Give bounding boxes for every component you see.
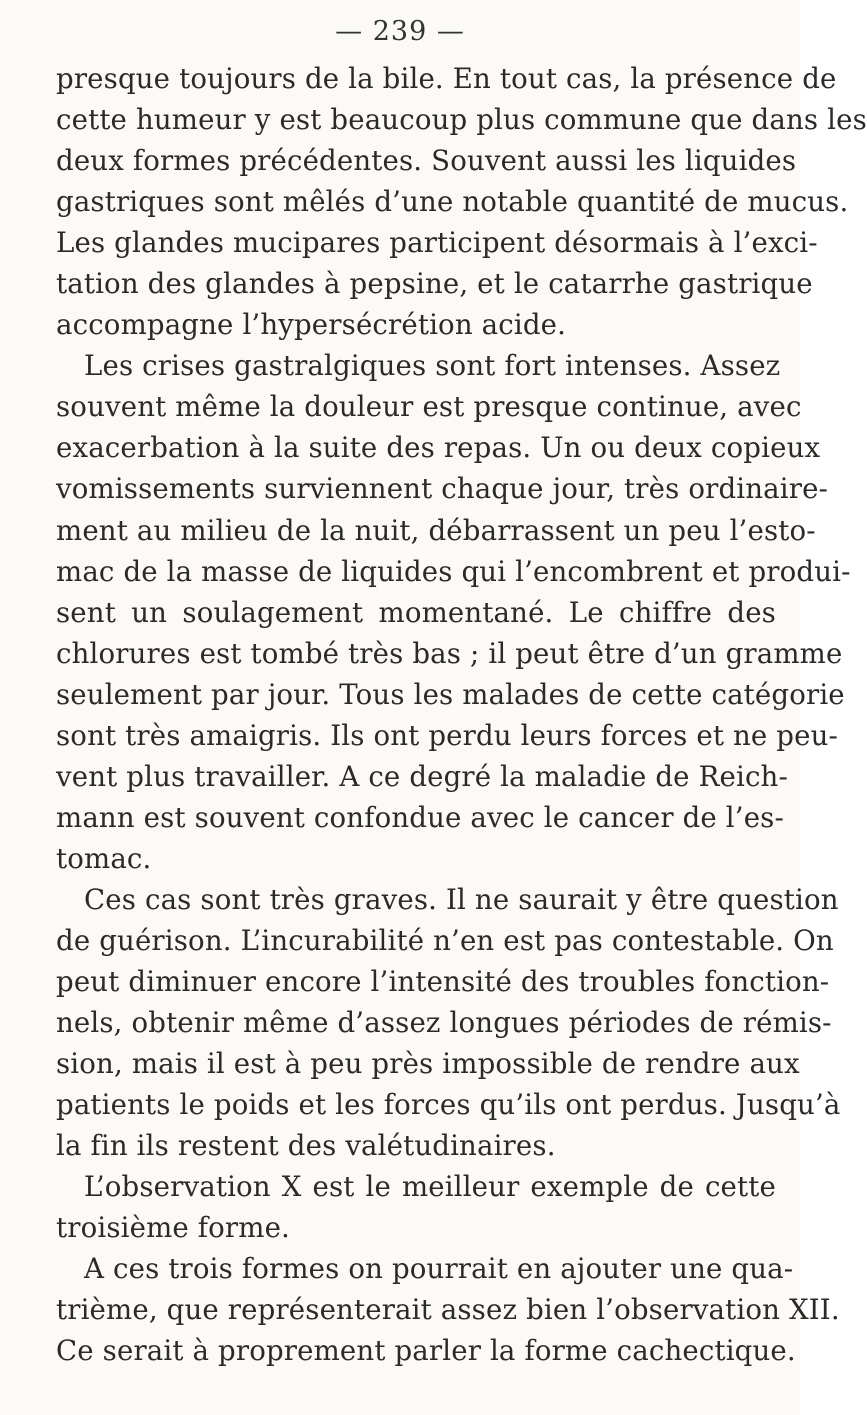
- text-line: accompagne l’hypersécrétion acide.: [56, 308, 567, 342]
- text-line: presque toujours de la bile. En tout cas, la présence de: [56, 62, 837, 95]
- text-line: Ces cas sont très graves. Il ne saurait y être question: [84, 882, 839, 916]
- text-line: gastriques sont mêlés d’une notable quantité de mucus.: [56, 185, 849, 219]
- text-line: tomac.: [56, 841, 152, 875]
- text-line: nels, obtenir même d’assez longues périodes de rémis-: [56, 1006, 832, 1040]
- body-text: [56, 58, 867, 1372]
- text-line: de guérison. L’incurabilité n’en est pas contestable. On: [56, 923, 834, 957]
- text-line: vent plus travailler. A ce degré la maladie de Reich-: [56, 759, 788, 793]
- text-line: la fin ils restent des valétudinaires.: [56, 1129, 556, 1163]
- page-number: — 239 —: [335, 16, 465, 47]
- text-line: peut diminuer encore l’intensité des troubles fonction-: [56, 965, 830, 999]
- text-line: troisième forme.: [56, 1211, 290, 1245]
- text-line: patients le poids et les forces qu’ils ont perdus. Jusqu’à: [56, 1088, 841, 1122]
- text-line: mann est souvent confondue avec le cancer de l’es-: [56, 800, 784, 834]
- text-line: deux formes précédentes. Souvent aussi les liquides: [56, 144, 797, 178]
- text-line: ment au milieu de la nuit, débarrassent un peu l’esto-: [56, 513, 816, 547]
- text-line: vomissements surviennent chaque jour, très ordinaire-: [56, 472, 829, 506]
- text-line: A ces trois formes on pourrait en ajouter une qua-: [84, 1252, 794, 1286]
- text-line: Les crises gastralgiques sont fort intenses. Assez: [84, 349, 781, 383]
- text-line: Ce serait à proprement parler la forme cachectique.: [56, 1334, 796, 1368]
- text-line: souvent même la douleur est presque continue, avec: [56, 390, 802, 424]
- text-line: sion, mais il est à peu près impossible de rendre aux: [56, 1047, 800, 1081]
- text-line: L’observation X est le meilleur exemple de cette: [84, 1170, 776, 1204]
- text-line: exacerbation à la suite des repas. Un ou deux copieux: [56, 431, 821, 465]
- text-line: trième, que représenterait assez bien l’observation XII.: [56, 1293, 840, 1327]
- text-line: sent un soulagement momentané. Le chiffre des: [56, 595, 776, 629]
- text-line: cette humeur y est beaucoup plus commune que dans les: [56, 103, 867, 137]
- text-line: Les glandes mucipares participent désormais à l’exci-: [56, 226, 818, 260]
- text-line: tation des glandes à pepsine, et le catarrhe gastrique: [56, 267, 813, 301]
- text-line: chlorures est tombé très bas ; il peut être d’un gramme: [56, 636, 843, 670]
- text-line: sont très amaigris. Ils ont perdu leurs forces et ne peu-: [56, 718, 838, 752]
- text-line: mac de la masse de liquides qui l’encombrent et produi-: [56, 554, 851, 588]
- text-line: seulement par jour. Tous les malades de cette catégorie: [56, 677, 845, 711]
